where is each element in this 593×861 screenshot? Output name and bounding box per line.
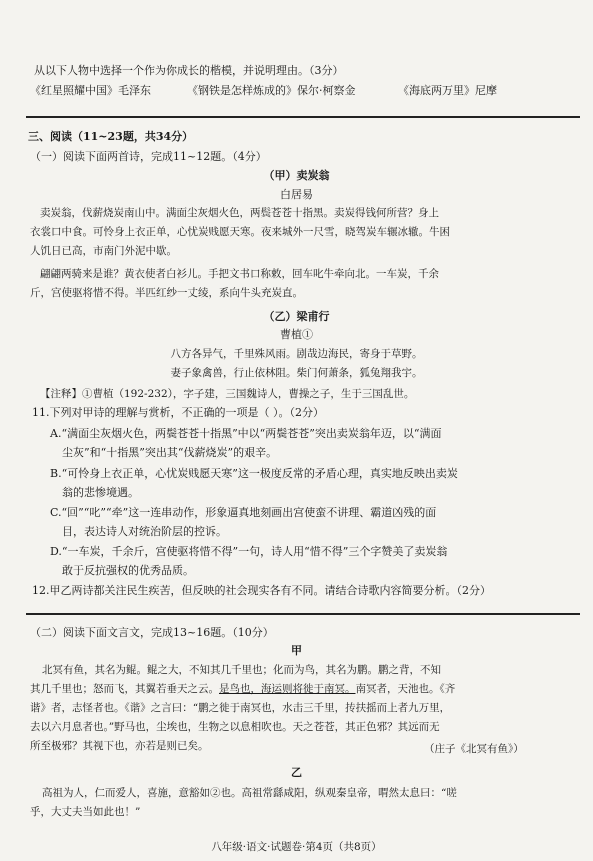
poem-yi-author: 曹植① bbox=[280, 328, 313, 341]
q12-stem: 12.甲乙两诗都关注民生疾苦，但反映的社会现实各有不同。请结合诗歌内容简要分析。（2分） bbox=[32, 584, 491, 597]
part1-intro: （一）阅读下面两首诗，完成11~12题。（4分） bbox=[30, 150, 267, 163]
text-jia-line: 去以六月息者也。”野马也，尘埃也，生物之以息相吹也。天之苍苍，其正色邪？其远而无 bbox=[30, 721, 440, 733]
text-jia-segment: 其几千里也；怒而飞，其翼若垂天之云。 bbox=[30, 683, 219, 695]
text-jia-source: （庄子《北冥有鱼》） bbox=[424, 743, 524, 755]
q11-option-a: A.“满面尘灰烟火色，两鬓苍苍十指黑”中以“两鬓苍苍”突出卖炭翁年迈，以“满面 bbox=[50, 427, 442, 440]
text-jia-line bbox=[30, 682, 455, 696]
text-jia-line: 北冥有鱼，其名为鲲。鲲之大，不知其几千里也；化而为鸟，其名为鹏。鹏之背，不知 bbox=[42, 664, 441, 676]
poem-jia-line: 人饥日已高，市南门外泥中歇。 bbox=[30, 245, 177, 257]
q10-option-2: 《钢铁是怎样炼成的》保尔·柯察金 bbox=[187, 84, 356, 97]
part2-intro: （二）阅读下面文言文，完成13~16题。（10分） bbox=[30, 626, 274, 639]
section-title: 三、阅读（11~23题，共34分） bbox=[28, 130, 194, 143]
q11-option-b-cont: 翁的悲惨境遇。 bbox=[62, 486, 139, 499]
poem-jia-author: 白居易 bbox=[280, 188, 313, 201]
q11-option-a-cont: 尘灰”和“十指黑”突出其“伐薪烧炭”的艰辛。 bbox=[62, 446, 278, 459]
text-jia-line: 所至极邪？其视下也，亦若是则已矣。 bbox=[30, 740, 209, 752]
q10-option-1: 《红星照耀中国》毛泽东 bbox=[30, 84, 151, 97]
answer-line bbox=[26, 116, 580, 118]
text-jia-label: 甲 bbox=[291, 644, 302, 657]
page-footer: 八年级·语文·试题卷·第4页（共8页） bbox=[211, 841, 382, 853]
q11-option-b: B.“可怜身上衣正单，心忧炭贱愿天寒”这一极度反常的矛盾心理，真实地反映出卖炭 bbox=[50, 467, 458, 480]
q11-option-d-cont: 敢于反抗强权的优秀品质。 bbox=[62, 564, 194, 577]
q10-prompt: 从以下人物中选择一个作为你成长的楷模，并说明理由。（3分） bbox=[34, 64, 344, 77]
text-jia-segment: 南冥者，天池也。《齐 bbox=[355, 683, 456, 695]
underlined-sentence: 是鸟也，海运则将徙于南冥。 bbox=[219, 683, 356, 695]
text-yi-line: 高祖为人，仁而爱人，喜施，意豁如②也。高祖常繇咸阳，纵观秦皇帝，喟然太息曰：“嗟 bbox=[42, 787, 457, 799]
answer-line bbox=[26, 613, 580, 615]
poem-yi-title: （乙）梁甫行 bbox=[263, 310, 330, 323]
q11-option-d: D.“一车炭，千余斤，宫使驱将惜不得”一句，诗人用“惜不得”三个字赞美了卖炭翁 bbox=[50, 545, 448, 558]
q11-option-c-cont: 目，表达诗人对统治阶层的控诉。 bbox=[62, 525, 227, 538]
text-yi-line: 乎，大丈夫当如此也！” bbox=[30, 806, 141, 818]
poem-jia-line: 衣裳口中食。可怜身上衣正单，心忧炭贱愿天寒。夜来城外一尺雪，晓驾炭车辗冰辙。牛困 bbox=[30, 226, 450, 238]
poem-yi-line: 八方各异气，千里殊风雨。剧哉边海民，寄身于草野。 bbox=[170, 348, 423, 360]
text-yi-label: 乙 bbox=[291, 766, 302, 779]
text-jia-line: 谐》者，志怪者也。《谐》之言曰：“鹏之徙于南冥也，水击三千里，抟扶摇而上者九万里， bbox=[30, 702, 451, 714]
poem-jia-line: 卖炭翁，伐薪烧炭南山中。满面尘灰烟火色，两鬓苍苍十指黑。卖炭得钱何所营？身上 bbox=[40, 207, 439, 219]
poem-jia-line: 翩翩两骑来是谁？黄衣使者白衫儿。手把文书口称敕，回车叱牛牵向北。一车炭，千余 bbox=[40, 268, 439, 280]
poem-yi-line: 妻子象禽兽，行止依林阻。柴门何萧条，狐兔翔我宇。 bbox=[170, 367, 423, 379]
poem-jia-line: 斤，宫使驱将惜不得。半匹红纱一丈绫，系向牛头充炭直。 bbox=[30, 287, 303, 299]
q10-option-3: 《海底两万里》尼摩 bbox=[398, 84, 497, 97]
q11-option-c: C.“回”“叱”“牵”这一连串动作，形象逼真地刻画出宫使蛮不讲理、霸道凶残的面 bbox=[50, 506, 437, 519]
q11-stem: 11.下列对甲诗的理解与赏析，不正确的一项是（ ）。（2分） bbox=[32, 406, 324, 419]
poem-jia-title: （甲）卖炭翁 bbox=[263, 169, 330, 182]
poem-yi-note: 【注释】①曹植（192-232），字子建，三国魏诗人，曹操之子，生于三国乱世。 bbox=[40, 388, 415, 400]
